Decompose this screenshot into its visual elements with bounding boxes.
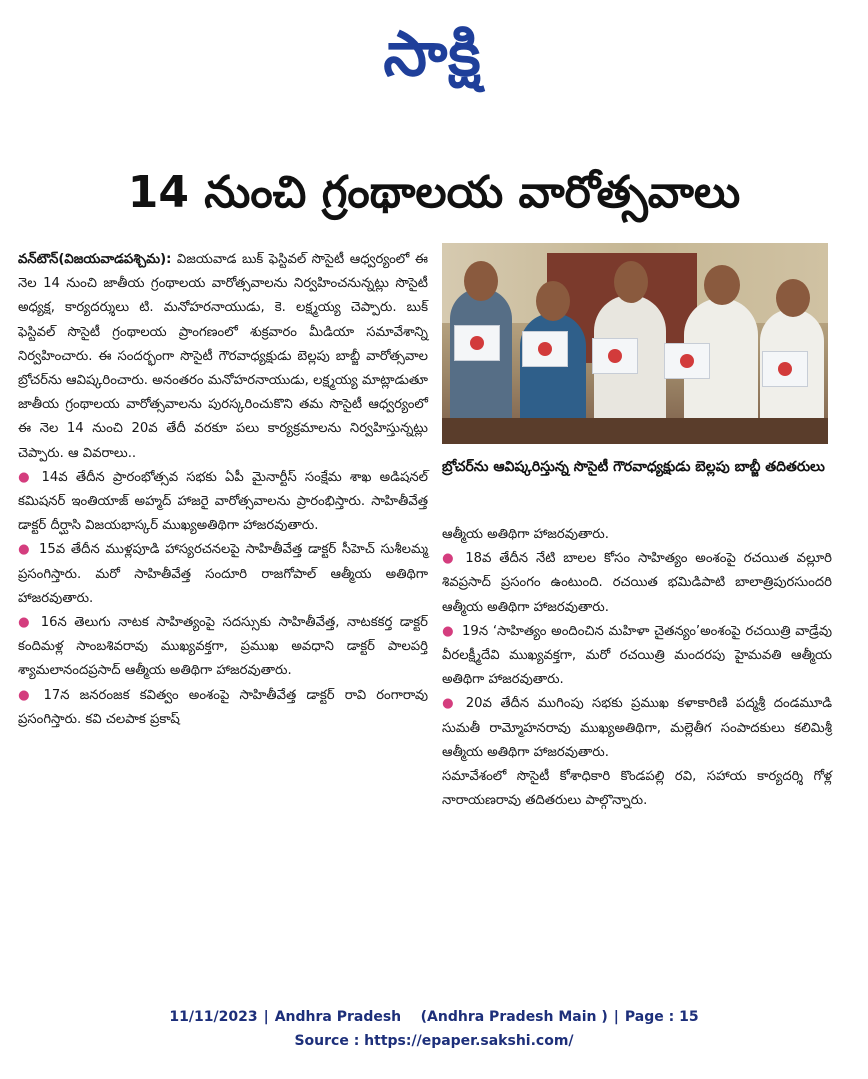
footer — [0, 1005, 868, 1053]
photo-table — [442, 418, 828, 444]
article-left-column — [18, 248, 428, 732]
list-item — [18, 538, 428, 611]
list-item-text: 14వ తేదీన ప్రారంభోత్సవ సభకు ఏపీ మైనార్టీస్‌ సంక్షేమ శాఖ అడిషనల్‌ కమిషనర్‌ ఇంతియాజ్‌ అహ్మద్‌ హాజరై వారోత్సవాలను ప్రారంభిస్తారు. సాహితీవేత్త డాక్టర్‌ దీర్ఘాసి విజయభాస్కర్‌ ముఖ్యఅతిథిగా హాజరవుతారు. — [18, 469, 428, 534]
list-item — [442, 620, 832, 693]
bullet-icon: ● — [442, 551, 458, 567]
news-photo — [442, 243, 828, 444]
dateline: వన్‌టౌన్‌(విజయవాడపశ్చిమ): — [18, 252, 172, 267]
brochure — [762, 351, 808, 387]
article-intro — [18, 248, 428, 466]
brochure — [522, 331, 568, 367]
photo-person — [450, 288, 512, 438]
continuation-text: ఆత్మీయ అతిథిగా హాజరవుతారు. — [442, 527, 609, 542]
photo-person — [464, 261, 498, 301]
photo-person — [704, 265, 740, 305]
article-right-column — [442, 523, 832, 813]
bullet-icon: ● — [18, 687, 36, 703]
brochure — [454, 325, 500, 361]
photo-person — [614, 261, 648, 303]
list-item — [18, 466, 428, 539]
intro-text: విజయవాడ బుక్‌ ఫెస్టివల్‌ సొసైటీ ఆధ్వర్యంలో ఈ నెల 14 నుంచి జాతీయ గ్రంథాలయ వారోత్సవాలను నిర్వహించనున్నట్లు సొసైటీ అధ్యక్ష, కార్యదర్శులు టి. మనోహరనాయుడు, కె. లక్ష్మయ్య చెప్పారు. బుక్‌ ఫెస్టివల్‌ సొసైటీ గ్రంథాలయ ప్రాంగణంలో శుక్రవారం మీడియా సమావేశాన్ని నిర్వహించారు. ఈ సందర్భంగా సొసైటీ గౌరవాధ్యక్షుడు బెల్లపు బాబ్జీ వారోత్సవాల బ్రోచర్‌ను ఆవిష్కరించారు. అనంతరం మనోహరనాయుడు, లక్ష్మయ్య మాట్లాడుతూ జాతీయ గ్రంథాలయ వారోత్సవాలను పురస్కరించుకొని తమ సొసైటీ ఆధ్వర్యంలో ఈ నెల 14 నుంచి 20వ తేదీ వరకూ పలు కార్యక్రమాలను నిర్వహిస్తున్నట్లు చెప్పారు. ఆ వివరాలు.. — [18, 252, 428, 461]
list-item — [442, 692, 832, 765]
bullet-icon: ● — [442, 623, 455, 639]
footer-state: Andhra Pradesh — [274, 1009, 402, 1025]
footer-edition: (Andhra Pradesh Main ) — [420, 1009, 608, 1025]
list-item-text: 15వ తేదీన ముళ్లపూడి హాస్యరచనలపై సాహితీవేత్త డాక్టర్‌ సీహెచ్‌ సుశీలమ్మ ప్రసంగిస్తారు. మరో సాహితీవేత్త సందూరి రాజగోపాల్‌ ఆత్మీయ అతిథిగా హాజరవుతారు. — [18, 542, 428, 606]
photo-person — [536, 281, 570, 321]
bullet-icon: ● — [18, 542, 32, 558]
photo-caption: బ్రోచర్‌ను ఆవిష్కరిస్తున్న సొసైటీ గౌరవాధ్యక్షుడు బెల్లపు బాబ్జీ తదితరులు — [442, 459, 825, 475]
list-item-text: 19న ‘సాహిత్యం అందించిన మహిళా చైతన్యం’అంశంపై రచయిత్రి వాడ్రేవు వీరలక్ష్మీదేవి ముఖ్యవక్తగా, మరో రచయిత్రి మందరపు హైమవతి ఆత్మీయ అతిథిగా హాజరవుతారు. — [442, 623, 832, 688]
list-item-text: 16న తెలుగు నాటక సాహిత్యంపై సదస్సుకు సాహితీవేత్త, నాటకకర్త డాక్టర్‌ కందిమళ్ల సాంబశివరావు ముఖ్యవక్తగా, ప్రముఖ అవధాని డాక్టర్‌ పాలపర్తి శ్యామలానందప్రసాద్‌ ఆత్మీయ అతిథిగా హాజరవుతారు. — [18, 615, 428, 679]
masthead-logo: సాక్షి — [383, 17, 482, 90]
photo-person — [776, 279, 810, 317]
list-item — [18, 684, 428, 732]
footer-page: Page : 15 — [624, 1009, 699, 1025]
footer-meta: 11/11/2023 | Andhra Pradesh (Andhra Pradesh Main ) | Page : 15 — [169, 1009, 699, 1025]
footer-date: 11/11/2023 — [169, 1009, 258, 1025]
brochure — [592, 338, 638, 374]
brochure — [664, 343, 710, 379]
headline: 14 నుంచి గ్రంథాలయ వారోత్సవాలు — [127, 167, 741, 218]
list-item-text: 20వ తేదీన ముగింపు సభకు ప్రముఖ కళాకారిణి పద్మశ్రీ దండమూడి సుమతీ రామ్మోహనరావు ముఖ్యఅతిథిగా, మల్లెతీగ సంపాదకులు కలిమిశ్రీ ఆత్మీయ అతిథిగా హాజరవుతారు. — [442, 696, 833, 760]
footer-source[interactable]: Source : https://epaper.sakshi.com/ — [294, 1033, 574, 1049]
list-item — [18, 611, 428, 684]
list-item-text: 17న జనరంజక కవిత్వం అంశంపై సాహితీవేత్త డాక్టర్‌ రావి రంగారావు ప్రసంగిస్తారు. కవి చలపాక ప్రకాష్‌ — [18, 687, 428, 727]
bullet-icon: ● — [18, 615, 33, 631]
list-item-text: 18వ తేదీన నేటి బాలల కోసం సాహిత్యం అంశంపై రచయిత వల్లూరి శివప్రసాద్‌ ప్రసంగం ఉంటుంది. రచయిత భమిడిపాటి బాలాత్రిపురసుందరి ఆత్మీయ అతిథిగా హాజరవుతారు. — [442, 551, 833, 615]
bullet-icon: ● — [442, 696, 458, 712]
bullet-icon: ● — [18, 469, 34, 485]
list-item — [442, 547, 832, 620]
closing-text: సమావేశంలో సొసైటీ కోశాధికారి కొండపల్లి రవి, సహాయ కార్యదర్శి గోళ్ల నారాయణరావు తదితరులు పాల్గొన్నారు. — [442, 769, 832, 809]
